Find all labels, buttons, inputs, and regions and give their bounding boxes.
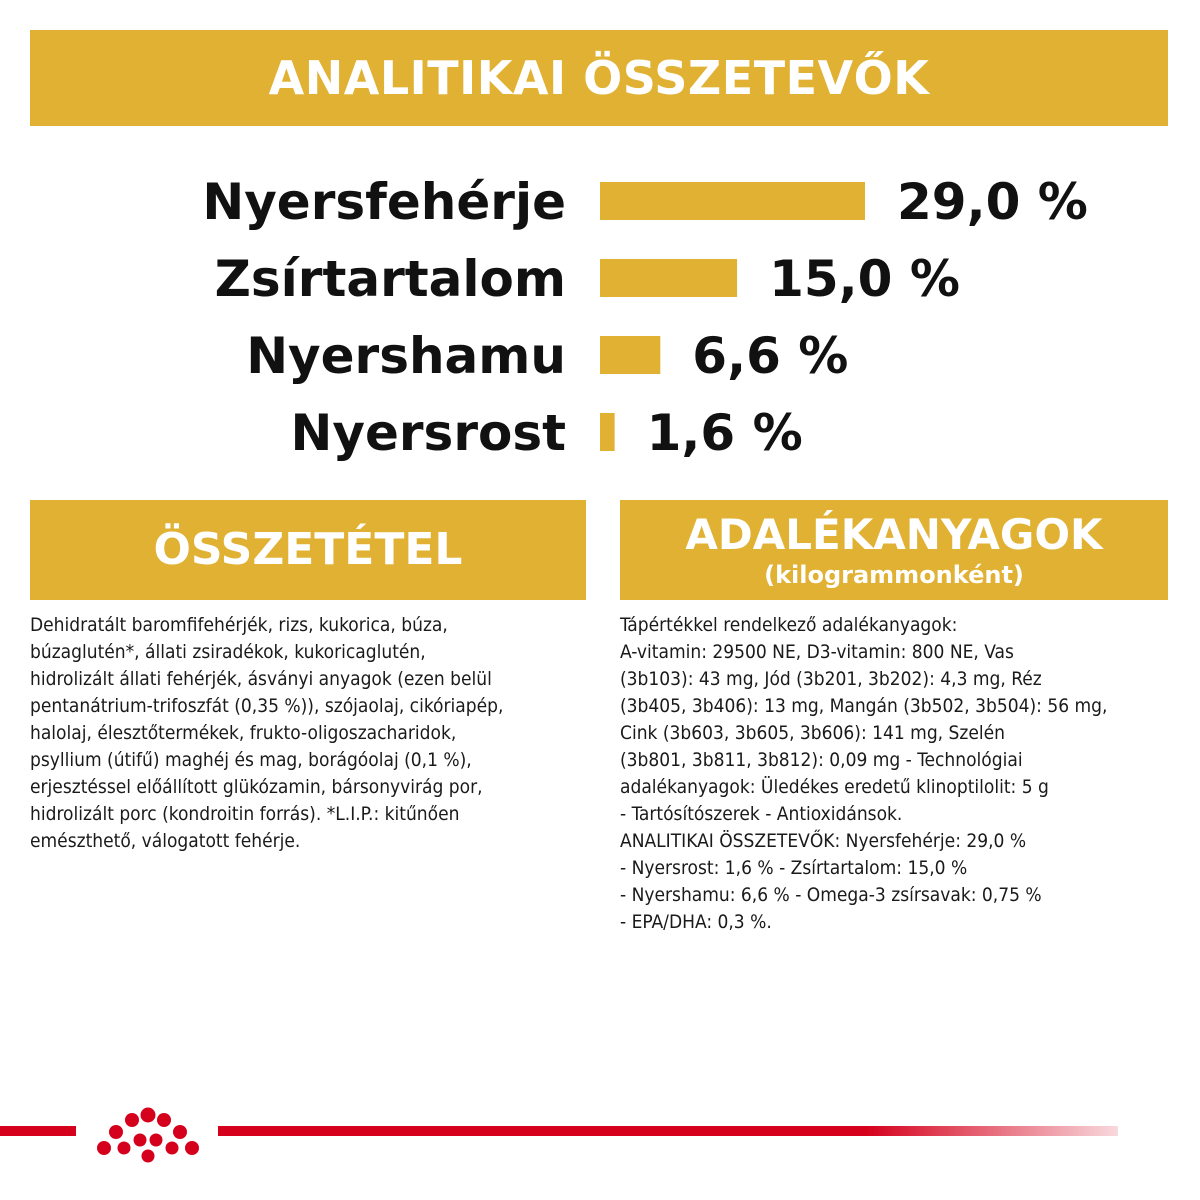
composition-header: ÖSSZETÉTEL [30, 500, 586, 600]
additives-text: Tápértékkel rendelkező adalékanyagok: A-vitamin: 29500 NE, D3-vitamin: 800 NE, Vas (3b103): 43 mg, Jód (3b201, 3b202): 4,3 mg, Réz (3b405, 3b406): 13 mg, Mangán (3b502, 3b504): 56 mg, Cink (3b603, 3b605, 3b606): 141 mg, Szelén (3b801, 3b811, 3b812): 0,09 mg - Technológiai adalékanyagok: Üledékes eredetű klinoptilolit: 5 g - Tartósítószerek - Antioxidánsok. ANALITIKAI ÖSSZETEVŐK: Nyersfehérje: 29,0 % - Nyersrost: 1,6 % - Zsírtartalom: 15,0 % - Nyershamu: 6,6 % - Omega-3 zsírsavak: 0,75 % - EPA/DHA: 0,3 %. [620, 614, 1108, 933]
bar [600, 413, 615, 451]
category-label: Nyersrost [290, 404, 566, 462]
value-label: 15,0 % [769, 250, 960, 308]
analytical-header: ANALITIKAI ÖSSZETEVŐK [30, 30, 1168, 126]
analytical-bar-chart [0, 160, 1200, 470]
category-label: Nyershamu [246, 327, 566, 385]
footer-line-left [0, 1126, 76, 1136]
category-label: Zsírtartalom [214, 250, 566, 308]
category-label: Nyersfehérje [202, 173, 566, 231]
footer-line-right [218, 1126, 1118, 1136]
additives-subtitle: (kilogrammonként) [764, 561, 1024, 589]
value-label: 6,6 % [692, 327, 849, 385]
value-label: 1,6 % [646, 404, 803, 462]
additives-header [620, 500, 1168, 600]
bar [600, 259, 737, 297]
composition-text: Dehidratált baromfifehérjék, rizs, kukorica, búza, búzaglutén*, állati zsiradékok, kukoricaglutén, hidrolizált állati fehérjék, ásványi anyagok (ezen belül pentanátrium-trifoszfát (0,35 %)), szójaolaj, cikóriapép, halolaj, élesztőtermékek, frukto-oligoszacharidok, psyllium (útifű) maghéj és mag, borágóolaj (0,1 %), erjesztéssel előállított glükózamin, bársonyvirág por, hidrolizált porc (kondroitin forrás). *L.I.P.: kitűnően emészthető, válogatott fehérje. [30, 614, 504, 852]
additives-title: ADALÉKANYAGOK [685, 510, 1103, 559]
bar [600, 336, 660, 374]
royal-canin-crown-icon [86, 1096, 210, 1166]
bar [600, 182, 865, 220]
value-label: 29,0 % [897, 173, 1088, 231]
